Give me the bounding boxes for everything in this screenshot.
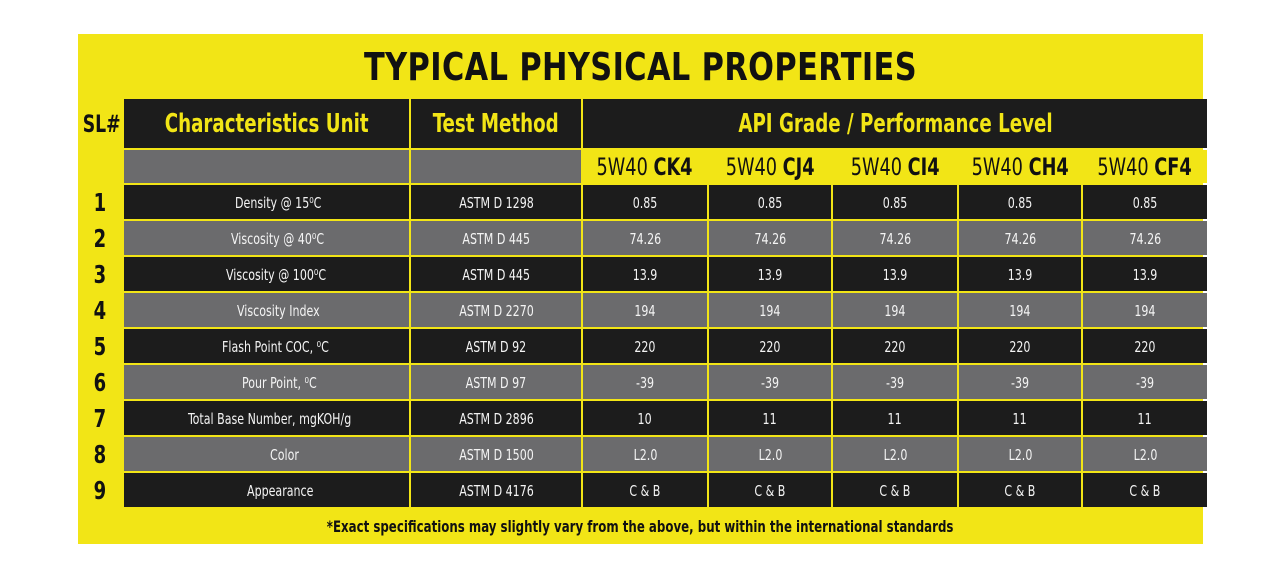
- row-number: 5: [78, 329, 122, 363]
- value-cell: 220: [709, 329, 831, 363]
- test-method-cell: ASTM D 1500: [411, 437, 581, 471]
- grade-header-cf4: [1083, 150, 1207, 183]
- value-cell: 220: [1083, 329, 1207, 363]
- characteristics-header: Characteristics Unit: [124, 99, 409, 148]
- value-cell: C & B: [709, 473, 831, 507]
- value-cell: -39: [959, 365, 1081, 399]
- properties-sheet: [78, 34, 1203, 544]
- grade-header-cj4: [709, 150, 831, 183]
- value-cell: 74.26: [959, 221, 1081, 255]
- value-cell: 74.26: [833, 221, 957, 255]
- table-row: [78, 185, 1207, 219]
- value-cell: L2.0: [709, 437, 831, 471]
- row-number: 7: [78, 401, 122, 435]
- grade-viscosity: 5W40: [1097, 152, 1150, 181]
- value-cell: 194: [1083, 293, 1207, 327]
- grade-viscosity: 5W40: [725, 152, 777, 181]
- value-cell: 220: [833, 329, 957, 363]
- characteristic-cell: Density @ 15⁰C: [124, 185, 409, 219]
- value-cell: 74.26: [583, 221, 707, 255]
- characteristic-cell: Flash Point COC, ⁰C: [124, 329, 409, 363]
- footnote: *Exact specifications may slightly vary from the above, but within the international standards: [327, 517, 954, 536]
- value-cell: C & B: [959, 473, 1081, 507]
- table-row: [78, 365, 1207, 399]
- grade-level: CJ4: [782, 152, 815, 181]
- header-row: [78, 99, 1207, 148]
- value-cell: C & B: [583, 473, 707, 507]
- value-cell: 220: [583, 329, 707, 363]
- grade-viscosity: 5W40: [850, 152, 902, 181]
- value-cell: 11: [1083, 401, 1207, 435]
- value-cell: 13.9: [833, 257, 957, 291]
- table-row: [78, 437, 1207, 471]
- table-row: [78, 401, 1207, 435]
- row-number: 4: [78, 293, 122, 327]
- value-cell: -39: [583, 365, 707, 399]
- characteristic-cell: Viscosity Index: [124, 293, 409, 327]
- value-cell: 74.26: [709, 221, 831, 255]
- value-cell: 11: [833, 401, 957, 435]
- test-method-cell: ASTM D 445: [411, 221, 581, 255]
- grade-level: CK4: [653, 152, 693, 181]
- value-cell: 0.85: [709, 185, 831, 219]
- characteristics-subheader-blank: [124, 150, 409, 183]
- table-row: [78, 473, 1207, 507]
- value-cell: 10: [583, 401, 707, 435]
- value-cell: L2.0: [1083, 437, 1207, 471]
- characteristic-cell: Appearance: [124, 473, 409, 507]
- test-method-cell: ASTM D 2896: [411, 401, 581, 435]
- test-method-cell: ASTM D 2270: [411, 293, 581, 327]
- value-cell: 13.9: [1083, 257, 1207, 291]
- value-cell: 0.85: [959, 185, 1081, 219]
- table-row: [78, 293, 1207, 327]
- value-cell: 13.9: [709, 257, 831, 291]
- test-method-cell: ASTM D 97: [411, 365, 581, 399]
- value-cell: L2.0: [833, 437, 957, 471]
- grade-viscosity: 5W40: [597, 152, 649, 181]
- table-row: [78, 257, 1207, 291]
- test-method-cell: ASTM D 445: [411, 257, 581, 291]
- row-number: 9: [78, 473, 122, 507]
- characteristic-cell: Pour Point, ⁰C: [124, 365, 409, 399]
- row-number: 3: [78, 257, 122, 291]
- characteristic-cell: Viscosity @ 100⁰C: [124, 257, 409, 291]
- value-cell: 194: [583, 293, 707, 327]
- grade-viscosity: 5W40: [971, 152, 1023, 181]
- row-number: 1: [78, 185, 122, 219]
- row-number: 6: [78, 365, 122, 399]
- table-row: [78, 221, 1207, 255]
- test-method-header: Test Method: [411, 99, 581, 148]
- value-cell: 11: [959, 401, 1081, 435]
- value-cell: C & B: [1083, 473, 1207, 507]
- test-method-cell: ASTM D 1298: [411, 185, 581, 219]
- grade-header-ci4: [833, 150, 957, 183]
- value-cell: 74.26: [1083, 221, 1207, 255]
- api-grade-header: API Grade / Performance Level: [583, 99, 1207, 148]
- sl-subheader-blank: [78, 150, 122, 183]
- value-cell: -39: [1083, 365, 1207, 399]
- value-cell: 0.85: [583, 185, 707, 219]
- page-title: TYPICAL PHYSICAL PROPERTIES: [364, 45, 917, 89]
- value-cell: 220: [959, 329, 1081, 363]
- test-method-cell: ASTM D 4176: [411, 473, 581, 507]
- grade-level: CI4: [907, 152, 940, 181]
- sl-header: SL#: [78, 99, 122, 148]
- value-cell: L2.0: [959, 437, 1081, 471]
- value-cell: 0.85: [833, 185, 957, 219]
- test-method-cell: ASTM D 92: [411, 329, 581, 363]
- properties-table: [76, 97, 1209, 509]
- grade-header-ck4: [583, 150, 707, 183]
- value-cell: 194: [959, 293, 1081, 327]
- grade-level: CH4: [1028, 152, 1069, 181]
- row-number: 2: [78, 221, 122, 255]
- table-row: [78, 329, 1207, 363]
- value-cell: -39: [833, 365, 957, 399]
- value-cell: 194: [833, 293, 957, 327]
- grade-level: CF4: [1154, 152, 1193, 181]
- grade-row: [78, 150, 1207, 183]
- row-number: 8: [78, 437, 122, 471]
- value-cell: 0.85: [1083, 185, 1207, 219]
- method-subheader-blank: [411, 150, 581, 183]
- value-cell: C & B: [833, 473, 957, 507]
- value-cell: 13.9: [583, 257, 707, 291]
- characteristic-cell: Color: [124, 437, 409, 471]
- value-cell: 11: [709, 401, 831, 435]
- characteristic-cell: Viscosity @ 40⁰C: [124, 221, 409, 255]
- value-cell: -39: [709, 365, 831, 399]
- value-cell: L2.0: [583, 437, 707, 471]
- grade-header-ch4: [959, 150, 1081, 183]
- characteristic-cell: Total Base Number, mgKOH/g: [124, 401, 409, 435]
- value-cell: 194: [709, 293, 831, 327]
- value-cell: 13.9: [959, 257, 1081, 291]
